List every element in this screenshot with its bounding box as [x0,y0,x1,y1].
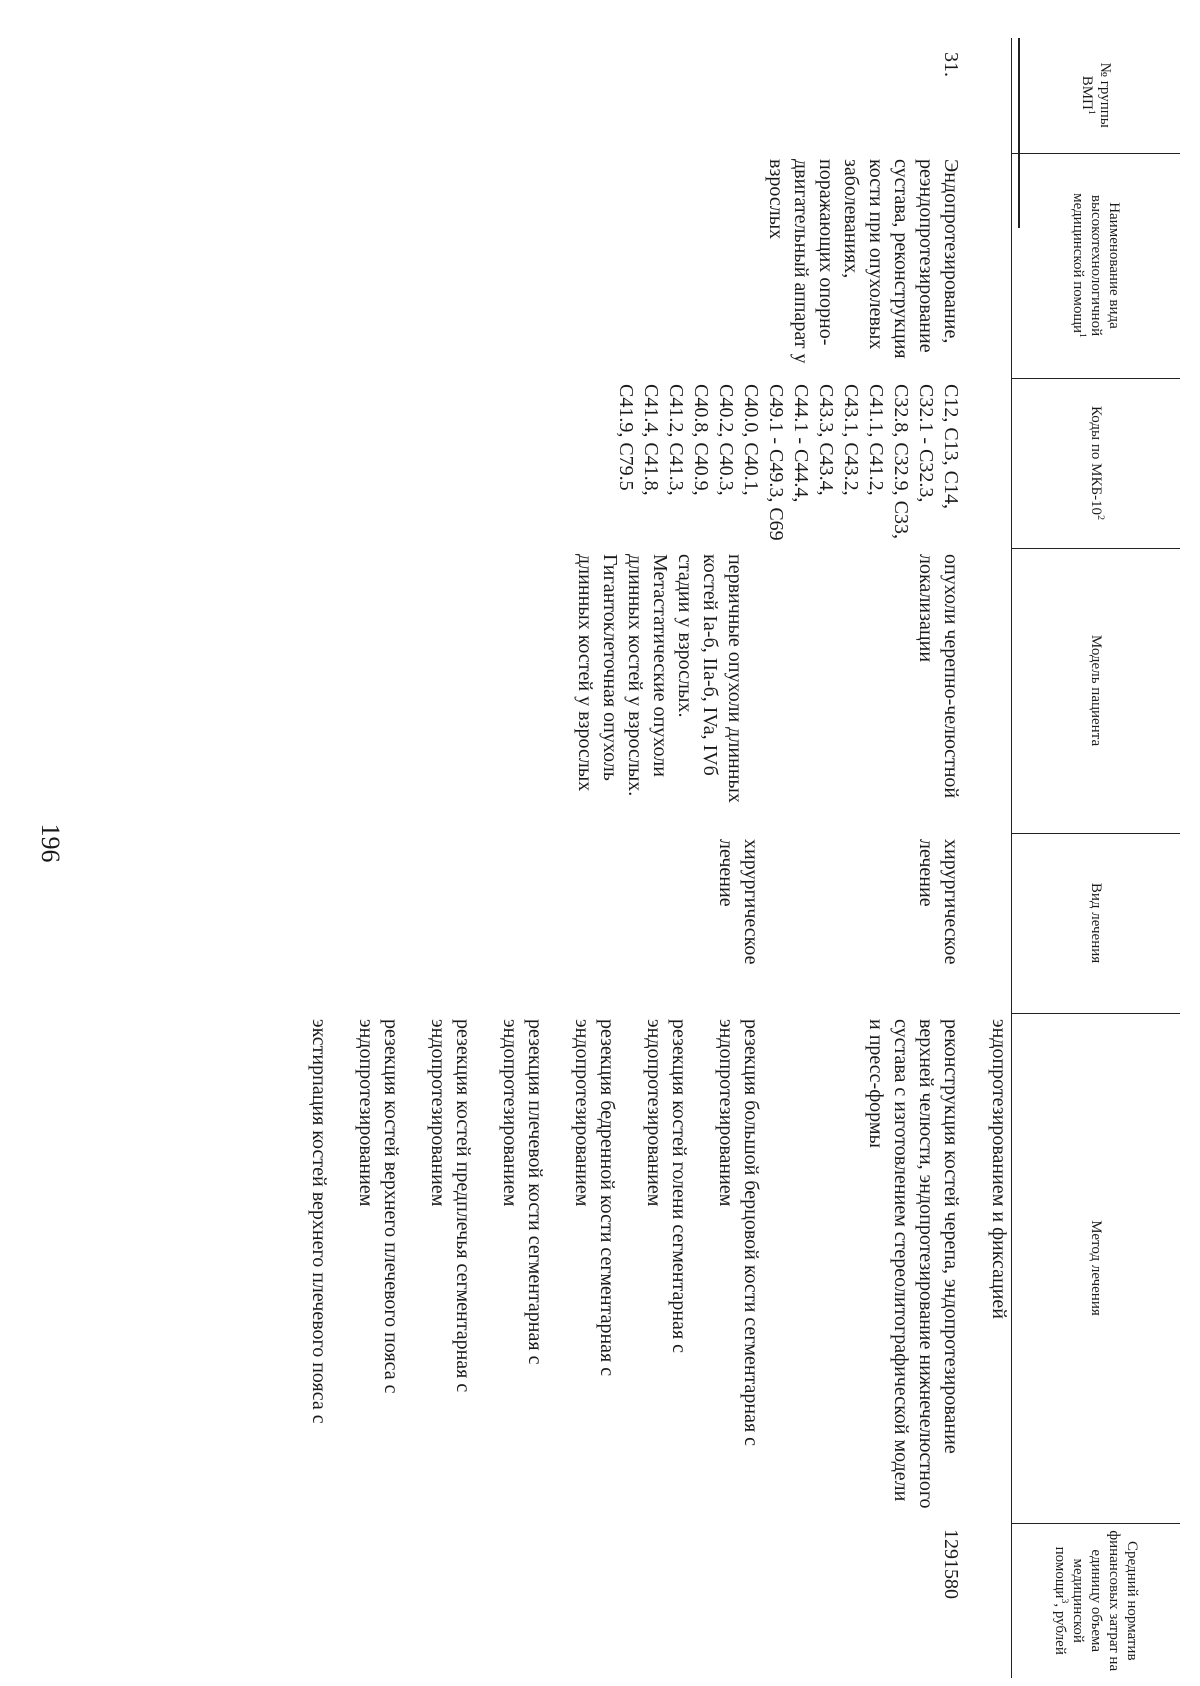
page-number: 196 [36,823,65,863]
header-patient-model: Модель пациента [1012,548,1181,833]
treatment-type: хирургическое лечение [915,839,962,965]
treatment-method: реконструкция костей черепа, эндопротезирование верхней челюсти, эндопротезирование нижнечелюстного сустава с изготовлением стереолитографической модели и пресс-формы [865,1019,962,1509]
header-treatment-type: Вид лечения [1012,833,1181,1013]
treatment-method: резекция костей предплечья сегментарная с эндопротезированием [427,1019,474,1393]
table-region [120,38,1180,1678]
icd-codes: C12, C13, C14, C32.1 - C32.3, C32.8, C32.9, C33, C41.1, C41.2, C43.1, C43.2, C43.3, C43.4, C44.1 - C44.4, C49.1 - C49.3, C69 [765,384,962,541]
patient-model: опухоли черепно-челюстной локализации [915,554,962,799]
cost-value: 1291580 [940,1529,962,1599]
header-rule-extension [1018,38,1020,228]
treatment-method: резекция костей верхнего плечевого пояса с эндопротезированием [355,1019,402,1394]
vmp-table [306,38,1180,1678]
patient-model: первичные опухоли длинных костей Ia-б, IIa-б, IVa, IVб стадии у взрослых. Метастатические опухоли длинных костей у взрослых. Гигантоклеточная опухоль длинных костей у взрослых [574,554,746,803]
header-cost-norm: Средний норматив финансовых затрат на единицу объема медицинской помощи$^3$, рублей [1012,1523,1181,1678]
group-number: 31. [940,52,962,77]
treatment-method: резекция плечевой кости сегментарная с эндопротезированием [499,1019,546,1365]
table-row [763,38,963,1678]
continued-method: эндопротезированием и фиксацией [988,1019,1010,1319]
treatment-method: резекция костей голени сегментарная с эндопротезированием [643,1019,690,1354]
header-icd-codes: Коды по МКБ-$10^2$ [1012,378,1181,548]
header-group-number: № группы ВМП$^1$ [1012,38,1181,153]
continuation-row [963,38,1012,1678]
header-care-name: Наименование вида высокотехнологичной медицинской помощи$^1$ [1012,153,1181,378]
treatment-method: экстирпация костей верхнего плечевого пояса с [308,1019,330,1424]
icd-codes: C40.0, C40.1, C40.2, C40.3, C40.8, C40.9, C41.2, C41.3, C41.4, C41.8, C41.9, C79.5 [615,384,762,496]
care-name: Эндопротезирование, реэндопротезирование сустава, реконструкция кости при опухолевых заболеваниях, поражающих опорно-двигательный аппарат у взрослых [765,159,962,364]
header-treatment-method: Метод лечения [1012,1013,1181,1523]
treatment-type: хирургическое лечение [715,839,762,965]
treatment-method: резекция бедренной кости сегментарная с эндопротезированием [571,1019,618,1377]
treatment-method: резекция большой берцовой кости сегментарная с эндопротезированием [715,1019,762,1447]
table-row [306,38,763,1678]
treatment-methods [306,1013,763,1523]
header-row [1012,38,1181,1678]
